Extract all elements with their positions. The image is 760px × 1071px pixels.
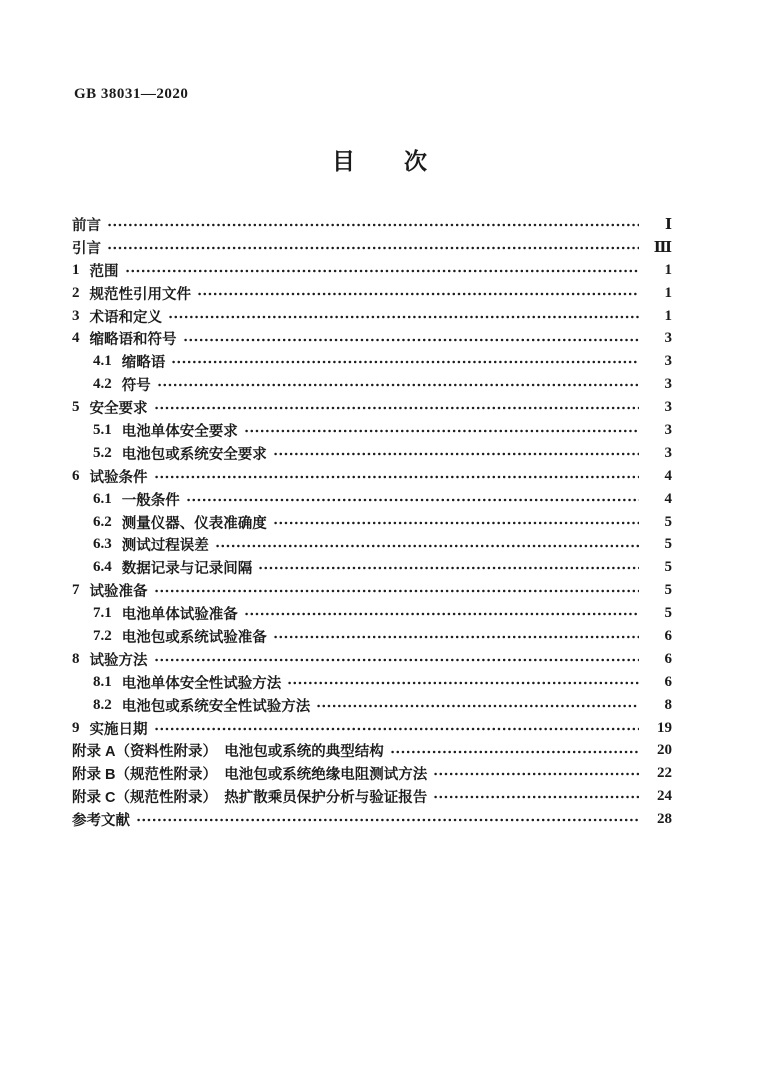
toc-entry-label: 附录 B（规范性附录） 电池包或系统绝缘电阻测试方法 xyxy=(72,767,428,784)
toc-entry xyxy=(72,785,672,808)
toc-entry xyxy=(72,717,672,740)
toc-entry-number: 8.1 xyxy=(93,673,112,690)
toc-entry-page: 4 xyxy=(664,490,672,507)
toc-entry-label: 引言 xyxy=(72,240,101,257)
toc-entry-page: 4 xyxy=(664,467,672,484)
toc-entry xyxy=(72,305,672,328)
toc-entry xyxy=(72,350,672,373)
toc-entry-page: 28 xyxy=(657,811,672,828)
toc-entry-page: 1 xyxy=(664,284,672,301)
toc-entry-page: 3 xyxy=(664,376,672,393)
toc-entry-label: 术语和定义 xyxy=(89,309,162,326)
toc-dotted-leader xyxy=(136,808,639,831)
toc-entry-number: 7 xyxy=(72,582,80,599)
toc-entry-label: 测量仪器、仪表准确度 xyxy=(121,515,267,532)
toc-dotted-leader xyxy=(390,739,639,762)
toc-entry xyxy=(72,259,672,282)
toc-entry xyxy=(72,739,672,762)
toc-entry-label: 规范性引用文件 xyxy=(89,286,191,303)
toc-entry-label: 电池单体安全要求 xyxy=(121,423,238,440)
toc-entry-label: 电池包或系统安全要求 xyxy=(121,446,267,463)
toc-entry-page: 6 xyxy=(664,627,672,644)
toc-entry-number: 7.1 xyxy=(93,605,112,622)
toc-entry-label: 安全要求 xyxy=(89,401,148,418)
toc-entry-label: 电池单体试验准备 xyxy=(121,607,238,624)
toc-entry-label: 附录 C（规范性附录） 热扩散乘员保护分析与验证报告 xyxy=(72,790,428,807)
toc-entry xyxy=(72,556,672,579)
toc-entry-page: 3 xyxy=(664,353,672,370)
toc-entry-number: 6.3 xyxy=(93,536,112,553)
toc-entry-number: 9 xyxy=(72,719,80,736)
toc-entry-page: 6 xyxy=(664,650,672,667)
toc-dotted-leader xyxy=(258,556,639,579)
toc-dotted-leader xyxy=(125,259,640,282)
toc-entry-label: 实施日期 xyxy=(89,721,148,738)
toc-entry xyxy=(72,511,672,534)
toc-entry xyxy=(72,533,672,556)
toc-entry-label: 试验方法 xyxy=(89,652,148,669)
toc-entry-page: 5 xyxy=(664,582,672,599)
toc-entry-page: 1 xyxy=(664,307,672,324)
toc-entry xyxy=(72,465,672,488)
toc-entry-number: 2 xyxy=(72,284,80,301)
toc-entry xyxy=(72,694,672,717)
toc-dotted-leader xyxy=(273,442,639,465)
toc-entry-label: 符号 xyxy=(121,378,151,395)
toc-dotted-leader xyxy=(186,488,639,511)
toc-dotted-leader xyxy=(168,305,639,328)
toc-entry-page: Ⅲ xyxy=(653,239,672,256)
toc-dotted-leader xyxy=(183,327,640,350)
toc-entry-number: 3 xyxy=(72,307,80,324)
toc-entry-number: 7.2 xyxy=(93,627,112,644)
toc-entry-page: 6 xyxy=(664,673,672,690)
toc-entry xyxy=(72,419,672,442)
toc-entry-number: 4.2 xyxy=(93,376,112,393)
toc-dotted-leader xyxy=(273,511,639,534)
toc-entry-label: 缩略语和符号 xyxy=(89,332,177,349)
toc-entry-page: 5 xyxy=(664,559,672,576)
toc-entry xyxy=(72,808,672,831)
toc-entry-page: 24 xyxy=(657,788,672,805)
toc-entry xyxy=(72,625,672,648)
toc-entry-number: 5.2 xyxy=(93,444,112,461)
toc-dotted-leader xyxy=(154,396,640,419)
toc-entry xyxy=(72,488,672,511)
toc-entry-label: 电池单体安全性试验方法 xyxy=(121,675,282,692)
toc-entry xyxy=(72,671,672,694)
toc-entry-number: 5 xyxy=(72,399,80,416)
toc-entry-label: 范围 xyxy=(89,263,119,280)
toc-dotted-leader xyxy=(273,625,639,648)
toc-dotted-leader xyxy=(433,785,639,808)
toc-entry-label: 电池包或系统安全性试验方法 xyxy=(121,698,311,715)
toc-entry xyxy=(72,327,672,350)
toc-entry-label: 试验条件 xyxy=(89,469,148,486)
toc-dotted-leader xyxy=(197,282,639,305)
toc-entry-label: 前言 xyxy=(72,217,101,234)
toc-dotted-leader xyxy=(154,579,640,602)
toc-dotted-leader xyxy=(157,373,639,396)
toc-dotted-leader xyxy=(171,350,639,373)
toc-dotted-leader xyxy=(244,419,639,442)
toc-dotted-leader xyxy=(154,717,640,740)
toc-dotted-leader xyxy=(215,533,639,556)
toc-entry-page: 22 xyxy=(657,765,672,782)
toc-entry-label: 附录 A（资料性附录） 电池包或系统的典型结构 xyxy=(72,744,384,761)
toc-entry-page: 5 xyxy=(664,513,672,530)
toc-dotted-leader xyxy=(287,671,639,694)
toc-entry-page: 20 xyxy=(657,742,672,759)
toc-entry-number: 6.1 xyxy=(93,490,112,507)
toc-entry-page: 3 xyxy=(664,330,672,347)
toc-entry-label: 数据记录与记录间隔 xyxy=(121,561,253,578)
toc-entry-label: 参考文献 xyxy=(72,813,130,830)
toc-entry-label: 电池包或系统试验准备 xyxy=(121,629,267,646)
toc-entry-number: 6.4 xyxy=(93,559,112,576)
toc-entry-number: 4.1 xyxy=(93,353,112,370)
toc-entry xyxy=(72,396,672,419)
toc-entry xyxy=(72,373,672,396)
toc-entry xyxy=(72,236,672,259)
toc-dotted-leader xyxy=(316,694,639,717)
toc-entry-page: 5 xyxy=(664,605,672,622)
page-title: 目 次 xyxy=(332,148,428,174)
toc-entry-number: 6.2 xyxy=(93,513,112,530)
toc-entry-number: 1 xyxy=(72,261,80,278)
toc-entry xyxy=(72,282,672,305)
toc-dotted-leader xyxy=(433,762,639,785)
toc-entry-page: 8 xyxy=(664,696,672,713)
toc-entry-number: 4 xyxy=(72,330,80,347)
toc-entry-label: 测试过程误差 xyxy=(121,538,209,555)
toc-entry xyxy=(72,648,672,671)
toc-entry-label: 试验准备 xyxy=(89,584,148,601)
toc-dotted-leader xyxy=(107,236,639,259)
toc-entry-page: 3 xyxy=(664,399,672,416)
toc-entry xyxy=(72,602,672,625)
toc-list xyxy=(72,213,672,831)
toc-entry-number: 5.1 xyxy=(93,421,112,438)
toc-entry xyxy=(72,762,672,785)
toc-dotted-leader xyxy=(244,602,639,625)
standard-code-header: GB 38031—2020 xyxy=(74,86,189,102)
toc-entry-label: 缩略语 xyxy=(121,355,166,372)
toc-entry xyxy=(72,579,672,602)
toc-entry-page: 1 xyxy=(664,261,672,278)
toc-entry xyxy=(72,213,672,236)
toc-entry-page: 5 xyxy=(664,536,672,553)
toc-dotted-leader xyxy=(107,213,639,236)
toc-dotted-leader xyxy=(154,465,640,488)
toc-entry-label: 一般条件 xyxy=(121,492,180,509)
toc-entry-page: 3 xyxy=(664,421,672,438)
toc-entry-number: 6 xyxy=(72,467,80,484)
toc-entry-page: 3 xyxy=(664,444,672,461)
toc-entry-page: 19 xyxy=(657,719,672,736)
toc-dotted-leader xyxy=(154,648,640,671)
toc-entry-number: 8.2 xyxy=(93,696,112,713)
toc-entry-number: 8 xyxy=(72,650,80,667)
toc-entry xyxy=(72,442,672,465)
toc-entry-page: Ⅰ xyxy=(664,216,672,233)
